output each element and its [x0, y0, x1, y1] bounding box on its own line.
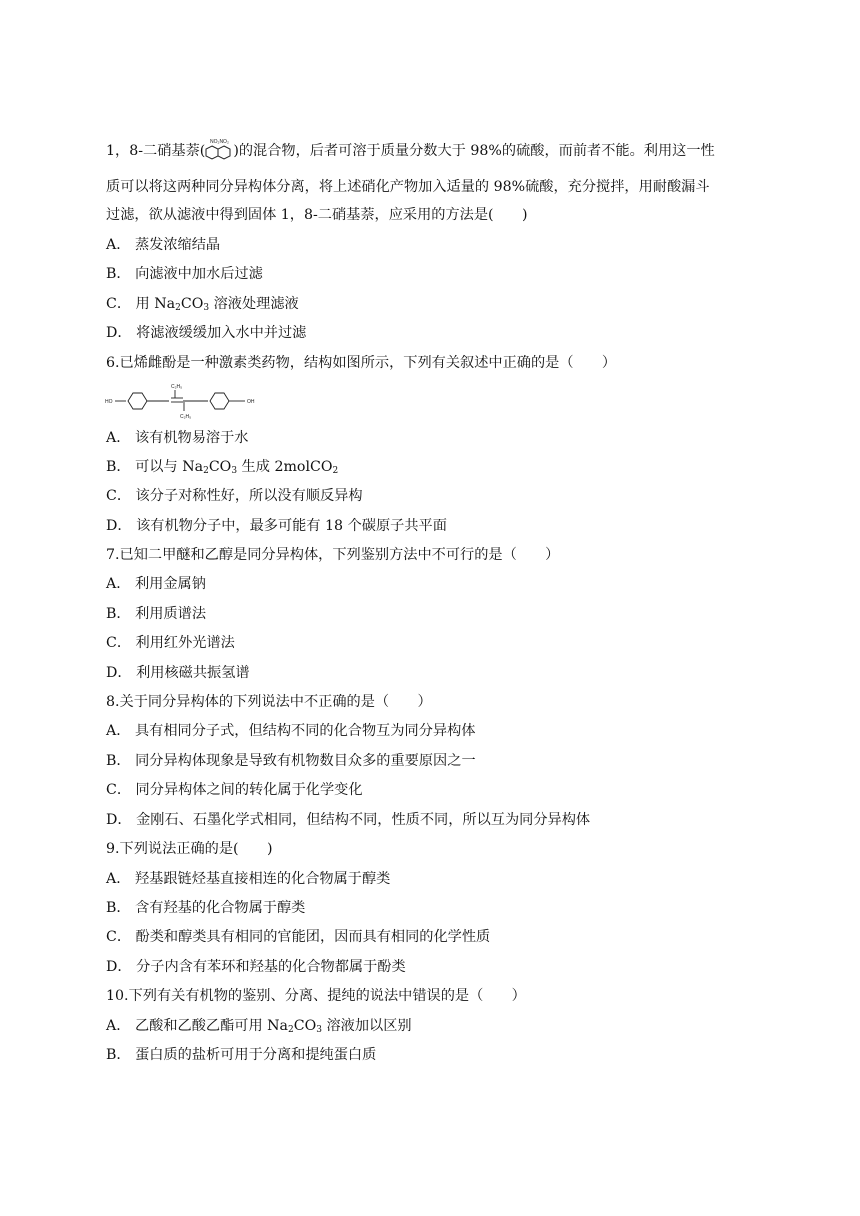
- q10-option-a: A． 乙酸和乙酸乙酯可用 $Na_2CO_3$ 溶液加以区别: [106, 1018, 412, 1035]
- q5-option-b: B． 向滤液中加水后过滤: [106, 266, 263, 282]
- q10-stem: 10.下列有关有机物的鉴别、分离、提纯的说法中错误的是（ ）: [106, 988, 526, 1004]
- q5-stem-line-2: 质可以将这两种同分异构体分离，将上述硝化产物加入适量的 98%硫酸，充分搅拌，用耐酸漏斗: [106, 179, 710, 195]
- structure-ho-label: HO: [105, 399, 113, 405]
- q10-option-b: B． 蛋白质的盐析可用于分离和提纯蛋白质: [106, 1047, 377, 1063]
- dinitronaphthalene-structure: [205, 138, 233, 164]
- q6-stem: 6.已烯雌酚是一种激素类药物，结构如图所示，下列有关叙述中正确的是（ ）: [106, 355, 617, 371]
- q7-option-c: C． 利用红外光谱法: [106, 635, 235, 651]
- q8-stem: 8.关于同分异构体的下列说法中不正确的是（ ）: [106, 694, 432, 710]
- q8-option-d: D． 金刚石、石墨化学式相同，但结构不同，性质不同，所以互为同分异构体: [106, 812, 591, 828]
- q7-option-d: D． 利用核磁共振氢谱: [106, 665, 250, 681]
- q9-option-c: C． 酚类和醇类具有相同的官能团，因而具有相同的化学性质: [106, 929, 491, 945]
- q5-option-c: C． 用 $Na_2CO_3$ 溶液处理滤液: [106, 296, 299, 313]
- q5-option-d: D． 将滤液缓缓加入水中并过滤: [106, 325, 307, 341]
- q5-option-a: A． 蒸发浓缩结晶: [106, 237, 221, 253]
- diethylstilbestrol-structure: [104, 382, 264, 420]
- q8-option-a: A． 具有相同分子式，但结构不同的化合物互为同分异构体: [106, 723, 476, 739]
- q6-option-d: D． 该有机物分子中，最多可能有 18 个碳原子共平面: [106, 518, 447, 534]
- structure-oh-label: OH: [247, 399, 255, 405]
- q5-stem-line-3: 过滤，欲从滤液中得到固体 1，8-二硝基萘，应采用的方法是( ): [106, 207, 528, 223]
- q9-stem: 9.下列说法正确的是( ): [106, 841, 273, 857]
- nitro-groups-label: NO₂NO₂: [210, 139, 230, 145]
- q9-option-d: D． 分子内含有苯环和羟基的化合物都属于酚类: [106, 959, 406, 975]
- structure-ethyl-top-label: C₂H₅: [171, 384, 183, 390]
- q8-option-c: C． 同分异构体之间的转化属于化学变化: [106, 782, 363, 798]
- q5-stem-line-1: 1，8-二硝基萘( NO₂NO₂ )的混合物，后者可溶于质量分数大于 98%的硫酸，而前者不能。利用这一性: [106, 138, 715, 158]
- q6-option-c: C． 该分子对称性好，所以没有顺反异构: [106, 488, 363, 504]
- q9-option-a: A． 羟基跟链烃基直接相连的化合物属于醇类: [106, 871, 391, 887]
- structure-ethyl-bottom-label: C₂H₅: [180, 414, 192, 420]
- q7-option-a: A． 利用金属钠: [106, 576, 206, 592]
- q6-option-a: A． 该有机物易溶于水: [106, 430, 249, 446]
- q7-stem: 7.已知二甲醚和乙醇是同分异构体，下列鉴别方法中不可行的是（ ）: [106, 547, 560, 563]
- q8-option-b: B． 同分异构体现象是导致有机物数目众多的重要原因之一: [106, 753, 476, 769]
- q7-option-b: B． 利用质谱法: [106, 606, 207, 622]
- q6-option-b: B． 可以与 $Na_2CO_3$ 生成 2molCO$_2$: [106, 459, 339, 476]
- q9-option-b: B． 含有羟基的化合物属于醇类: [106, 900, 306, 916]
